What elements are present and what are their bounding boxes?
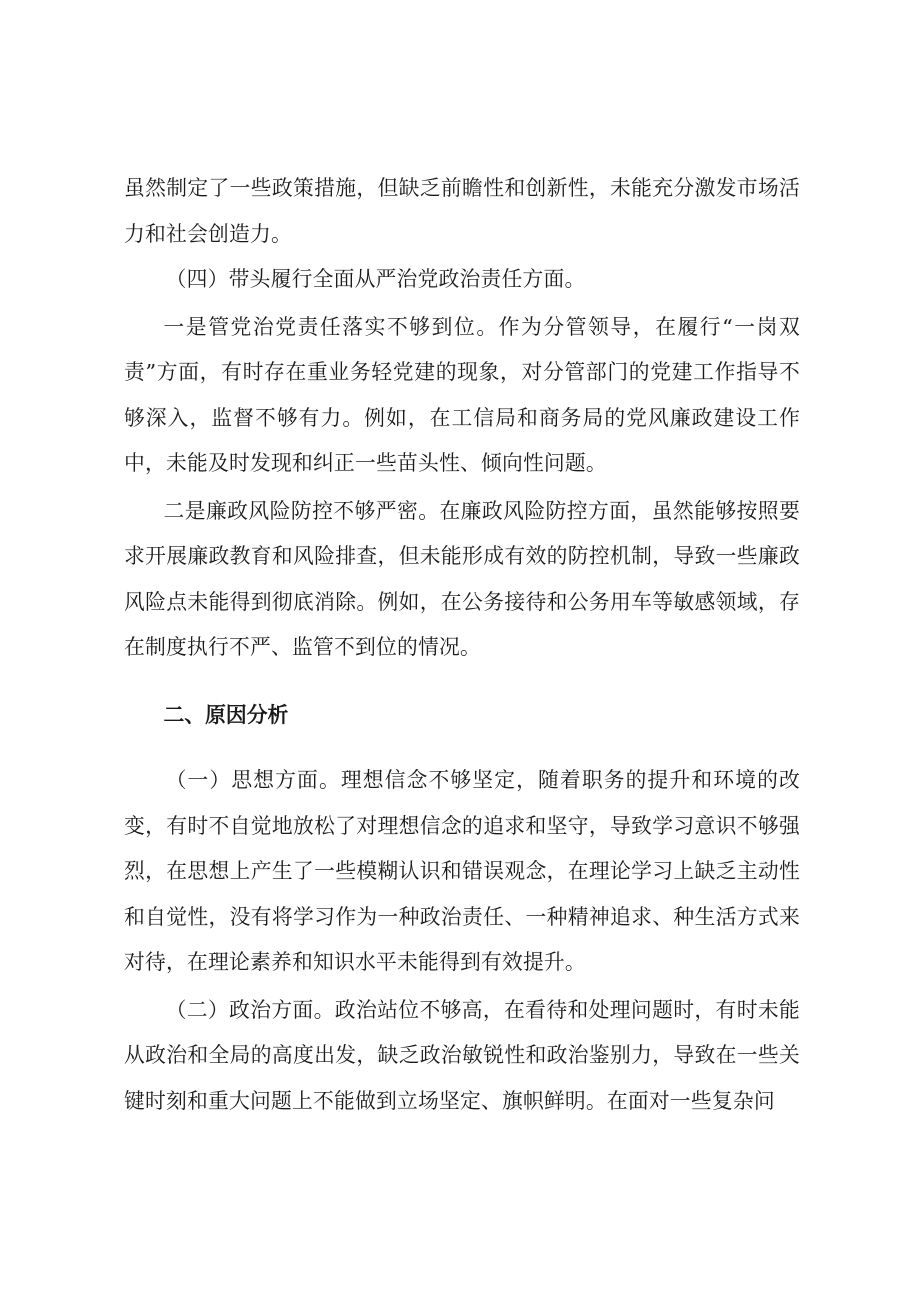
- section-heading-cause-analysis: 二、原因分析: [163, 702, 289, 727]
- paragraph-policy-continuation: 虽然制定了一些政策措施，但缺乏前瞻性和创新性，未能充分激发市场活力和社会创造力。: [124, 176, 800, 246]
- paragraph-risk-control: 二是廉政风险防控不够严密。在廉政风险防控方面，虽然能够按照要求开展廉政教育和风险排查，但未能形成有效的防控机制，导致一些廉政风险点未能得到彻底消除。例如，在公务接待和公务用车等敏感领域，存在制度执行不严、监管不到位的情况。: [124, 498, 800, 659]
- paragraph-ideological-aspect: （一）思想方面。理想信念不够坚定，随着职务的提升和环境的改变，有时不自觉地放松了对理想信念的追求和坚守，导致学习意识不够强烈，在思想上产生了一些模糊认识和错误观念，在理论学习上缺乏主动性和自觉性，没有将学习作为一种政治责任、一种精神追求、种生活方式来对待，在理论素养和知识水平未能得到有效提升。: [124, 768, 800, 974]
- paragraph-political-aspect: （二）政治方面。政治站位不够高，在看待和处理问题时，有时未能从政治和全局的高度出发，缺乏政治敏锐性和政治鉴别力，导致在一些关键时刻和重大问题上不能做到立场坚定、旗帜鲜明。在面对一些复杂问: [124, 997, 800, 1113]
- paragraph-responsibility: 一是管党治党责任落实不够到位。作为分管领导，在履行“一岗双责”方面，有时存在重业务轻党建的现象，对分管部门的党建工作指导不够深入，监督不够有力。例如，在工信局和商务局的党风廉政建设工作中，未能及时发现和纠正一些苗头性、倾向性问题。: [124, 314, 800, 475]
- document-body: [124, 166, 800, 1124]
- paragraph-section-four-title: （四）带头履行全面从严治党政治责任方面。: [165, 267, 586, 291]
